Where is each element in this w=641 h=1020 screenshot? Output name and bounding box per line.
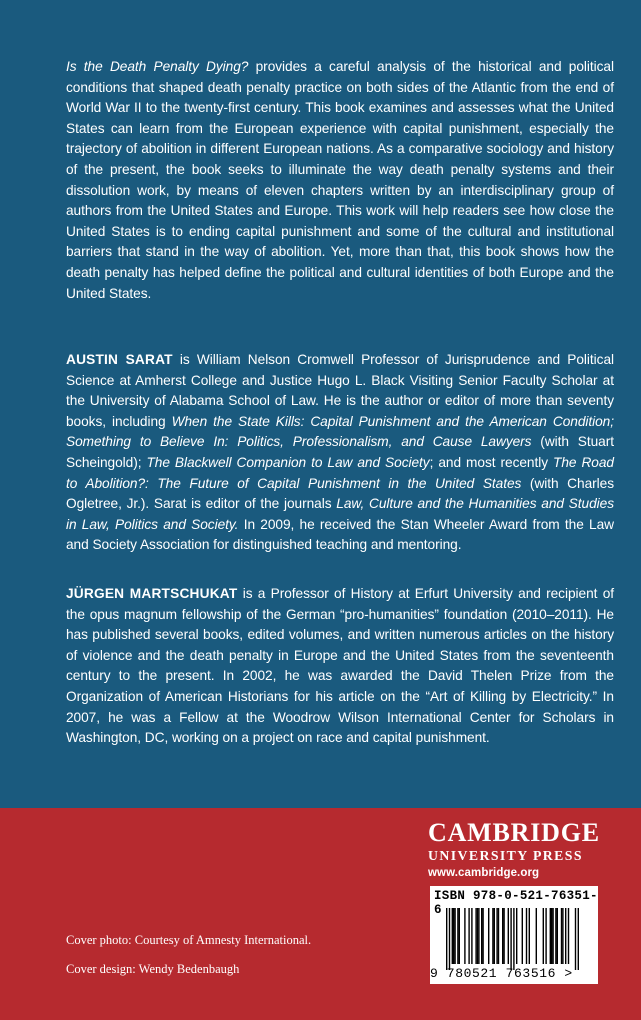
barcode-bar bbox=[452, 908, 453, 964]
book-title: The Blackwell Companion to Law and Society bbox=[146, 454, 430, 470]
barcode-bar bbox=[492, 908, 493, 964]
barcode-bar bbox=[555, 908, 556, 964]
book-title: The Road to Abolition?: The Future of Capital Punishment in the United States bbox=[66, 454, 614, 491]
barcode-bar bbox=[575, 908, 576, 970]
barcode-bar bbox=[503, 908, 504, 964]
barcode-bar bbox=[446, 908, 447, 970]
isbn-barcode bbox=[430, 886, 598, 984]
barcode-bar bbox=[475, 908, 476, 964]
barcode-bar bbox=[552, 908, 553, 964]
barcode-bar bbox=[536, 908, 537, 964]
barcode-bar bbox=[481, 908, 482, 964]
barcode-bar bbox=[513, 908, 514, 970]
barcode-bar bbox=[578, 908, 579, 970]
author-name: JÜRGEN MARTSCHUKAT bbox=[66, 586, 238, 601]
barcode-bar bbox=[477, 908, 478, 964]
barcode-bar bbox=[550, 908, 551, 964]
barcode-bar bbox=[459, 908, 460, 964]
author-name: AUSTIN SARAT bbox=[66, 352, 173, 367]
barcode-bar bbox=[478, 908, 479, 964]
barcode-bar bbox=[516, 908, 517, 964]
author-bio-sarat bbox=[66, 350, 614, 556]
barcode-bar bbox=[529, 908, 530, 964]
barcode-bar bbox=[498, 908, 499, 964]
isbn-label: ISBN 978-0-521-76351-6 bbox=[434, 889, 598, 917]
barcode-bar bbox=[468, 908, 469, 964]
publisher-logo bbox=[428, 818, 600, 879]
book-title: Is the Death Penalty Dying? bbox=[66, 59, 249, 74]
book-title: When the State Kills: Capital Punishment and the American Condition; Something to Believe In: Politics, Professionalism, and Cause Lawyers bbox=[66, 413, 614, 450]
barcode-bar bbox=[510, 908, 511, 970]
barcode-bar bbox=[522, 908, 523, 964]
barcode-bar bbox=[496, 908, 497, 964]
barcode-bar bbox=[449, 908, 450, 970]
barcode-digits: 9 780521 763516 > bbox=[430, 966, 573, 981]
barcode-bar bbox=[565, 908, 566, 964]
journal-titles: Law, Culture and the Humanities and Studies in Law, Politics and Society. bbox=[66, 496, 614, 532]
barcode-bar bbox=[561, 908, 562, 964]
barcode-bar bbox=[502, 908, 503, 964]
publisher-name-line2: UNIVERSITY PRESS bbox=[428, 848, 583, 863]
barcode-bar bbox=[545, 908, 546, 964]
barcode-bar bbox=[453, 908, 454, 964]
bio-text: is a Professor of History at Erfurt University and recipient of the opus magnum fellowship of the German “pro-humanities” foundation (2010–2011). He has published several books, edited volumes, and written numerous articles on the history of violence and the death penalty in Europe and the United States from the seventeenth century to the present. In 2002, he was awarded the David Thelen Prize from the Organization of American Historians for his article on the “Art of Killing by Electricity.” In 2007, he was a Fellow at the Woodrow Wilson International Center for Scholars in Washington, DC, working on a project on race and capital punishment. bbox=[66, 586, 615, 746]
barcode-bar bbox=[457, 908, 458, 964]
cover-photo-credit: Cover photo: Courtesy of Amnesty International. bbox=[66, 933, 312, 947]
description-text: provides a careful analysis of the historical and political conditions that shaped death penalty practice on both sides of the Atlantic from the end of World War II to the twenty-first century. This book examines and assesses what the United States can learn from the European experience with capital punishment, especially the trajectory of abolition in different European nations. As a comparative sociology and history of the present, the book seeks to illuminate the way death penalty systems and their dissolution work, by means of eleven chapters written by an interdisciplinary group of authors from the United States and Europe. This work will help readers see how close the United States is to ending capital punishment and some of the cultural and institutional barriers that stand in the way of abolition. Yet, more than that, this book shows how the death penalty has helped define the political and cultural identities of both Europe and the United States. bbox=[66, 59, 614, 301]
bio-text: is William Nelson Cromwell Professor of Jurisprudence and Political Science at Amherst College and Justice Hugo L. Black Visiting Senior Faculty Scholar at the University of Alabama School of Law. He is the author or editor of more than seventy books, including bbox=[66, 352, 614, 429]
bio-text: (with Stuart Scheingold); bbox=[66, 434, 615, 470]
bio-text: ; and most recently bbox=[429, 454, 554, 470]
bio-text: In 2009, he received the Stan Wheeler Award from the Law and Society Association for distinguished teaching and mentoring. bbox=[66, 516, 614, 553]
barcode-bar bbox=[551, 908, 552, 964]
barcode-bar bbox=[488, 908, 489, 964]
cover-design-credit: Cover design: Wendy Bedenbaugh bbox=[66, 962, 240, 976]
book-description bbox=[66, 57, 614, 304]
barcode-bar bbox=[526, 908, 527, 964]
barcode-bar bbox=[494, 908, 495, 964]
publisher-website: www.cambridge.org bbox=[428, 867, 540, 879]
barcode-bar bbox=[464, 908, 465, 964]
barcode-bar bbox=[508, 908, 509, 964]
barcode-bar bbox=[557, 908, 558, 964]
barcode-bar bbox=[568, 908, 569, 964]
barcode-bar bbox=[543, 908, 544, 964]
barcode-bar bbox=[562, 908, 563, 964]
bio-text: (with Charles Ogletree, Jr.). Sarat is editor of the journals bbox=[66, 475, 614, 512]
barcode-bar bbox=[482, 908, 483, 964]
publisher-name-line1: CAMBRIDGE bbox=[428, 818, 600, 847]
author-bio-martschukat bbox=[66, 584, 614, 749]
barcode-bar bbox=[454, 908, 455, 964]
barcode-bar bbox=[471, 908, 472, 964]
